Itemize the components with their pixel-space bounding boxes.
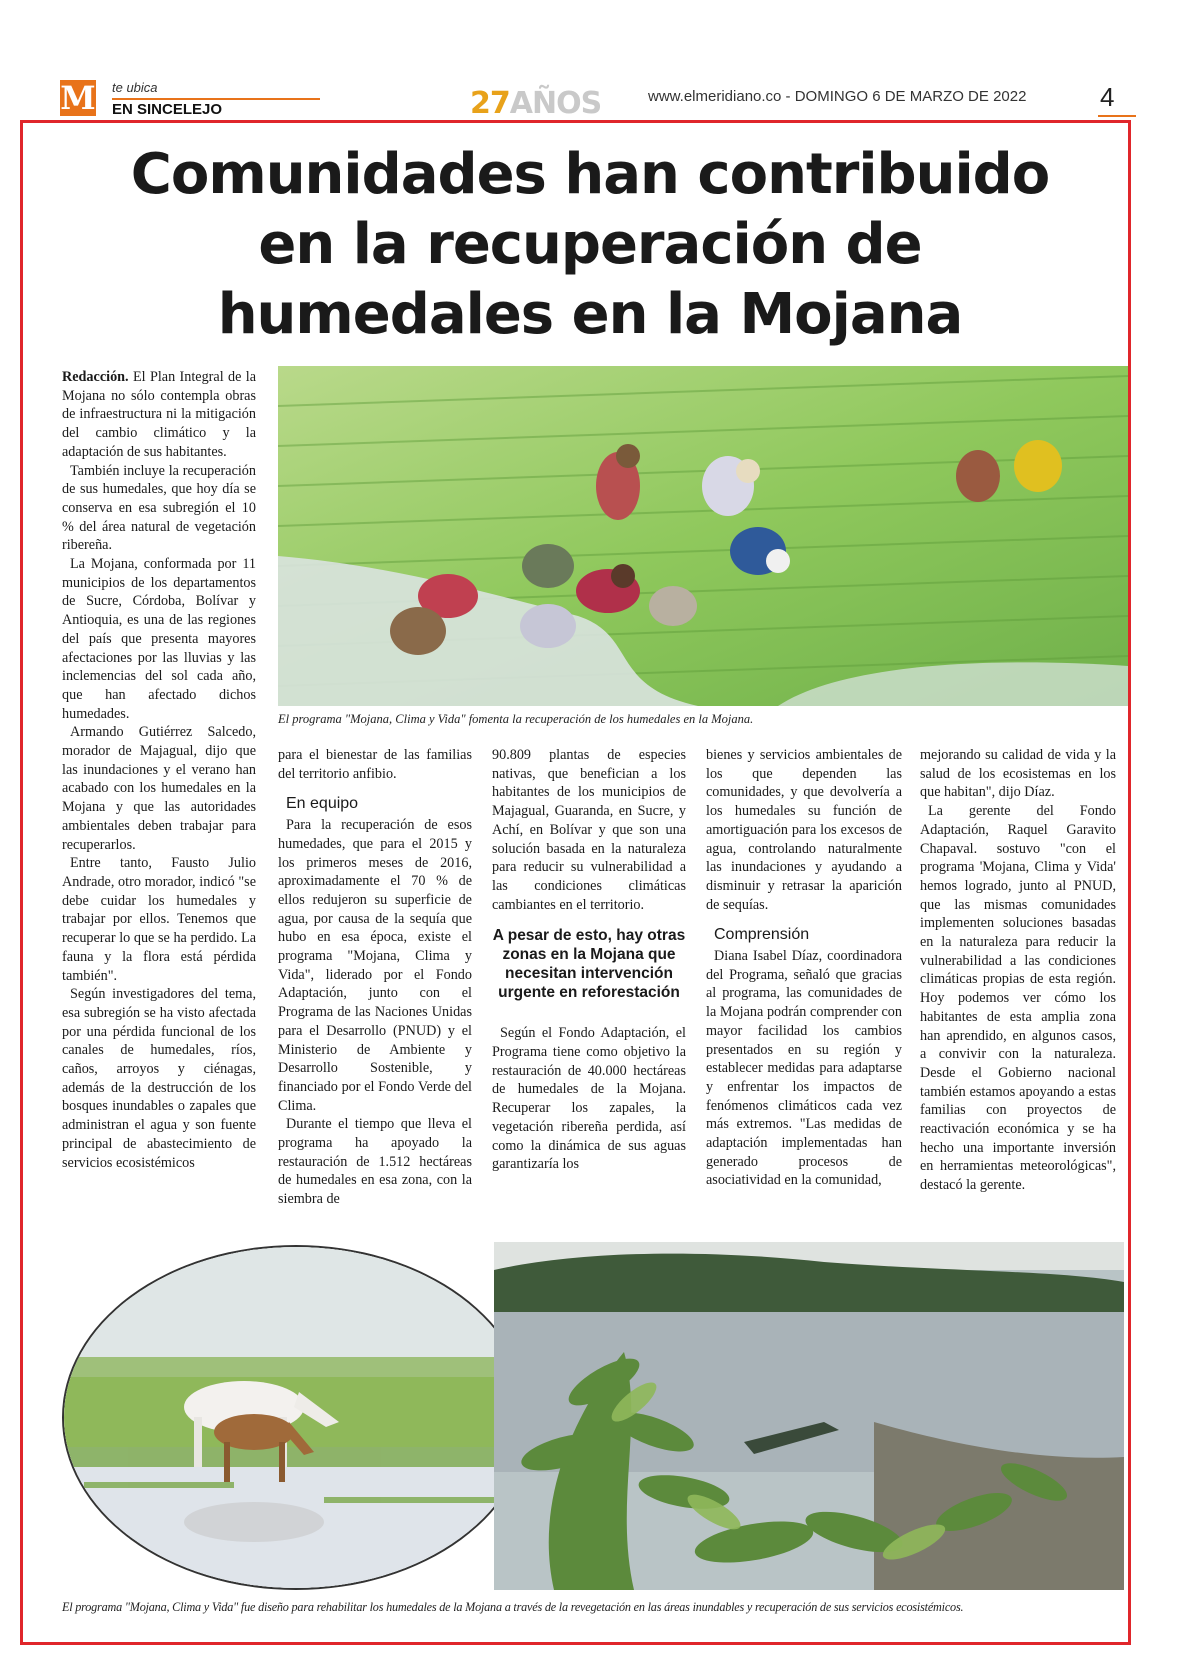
paragraph: Entre tanto, Fausto Julio Andrade, otro morador, indicó "se debe cuidar los humedales y trabajar por ellos. Tenemos que recuperar lo que se ha perdido. La fauna y la flora está pérdida también". bbox=[62, 855, 256, 984]
tagline: te ubica bbox=[112, 80, 158, 95]
paragraph: 90.809 plantas de especies nativas, que benefician a los habitantes de los municipios de Majagual, Guaranda, en Sucre, y Achí, en Bolívar y que son una solución basada en la naturaleza para reducir su vulnerabilidad a las condiciones climáticas cambiantes en el territorio. bbox=[492, 747, 686, 913]
article-column-5 bbox=[920, 746, 1116, 1195]
subheading: En equipo bbox=[286, 795, 359, 813]
paragraph: Durante el tiempo que lleva el programa ha apoyado la restauración de 1.512 hectáreas de humedales en esa zona, con la siembra de bbox=[278, 1116, 472, 1208]
paragraph: También incluye la recuperación de sus humedales, que hoy día se conserva en esa subregión el 10 % del área natural de vegetación ribereña. bbox=[62, 462, 256, 554]
paragraph: Armando Gutiérrez Salcedo, morador de Majagual, dijo que las inundaciones y el verano han acabado con los humedales en la Mojana y que las autoridades ambientales deben trabajar para recuperarlos. bbox=[62, 724, 256, 853]
paragraph: La gerente del Fondo Adaptación, Raquel Garavito Chapaval. sostuvo "con el programa 'Mojana, Clima y Vida' hemos logrado, junto al PNUD, que las mismas comunidades implementen soluciones basadas en la naturaleza para reducir la vulnerabilidad a las condiciones climáticas propias de esta región. Hoy podemos ver cómo los habitantes de esta amplia zona han aprendido, en algunos casos, a convivir con la naturaleza. Desde el Gobierno nacional también estamos apoyando a estas familias con proyectos de reactivación económica y se ha hecho una importante inversión en herramientas meteorológicas", destacó la gerente. bbox=[920, 803, 1116, 1194]
newspaper-logo: M bbox=[60, 79, 96, 117]
paragraph: bienes y servicios ambientales de los que dependen las comunidades, y que devolvería a los humedales su función de amortiguación para los excesos de agua, controlando naturalmente las inundaciones y ayudando a disminuir y retrasar la aparición de sequías. bbox=[706, 747, 902, 913]
paragraph: Diana Isabel Díaz, coordinadora del Programa, señaló que gracias al programa, las comunidades de la Mojana podrán comprender con mayor facilidad los cambios presentados en su región y establecer medidas para adaptarse y enfrentar los impactos de fenómenos climáticos cada vez más extremos. "Las medidas de adaptación implementadas han generado procesos de asociatividad en la comunidad, bbox=[706, 948, 902, 1189]
photo-horses-wetland bbox=[62, 1245, 530, 1590]
page-number: 4 bbox=[1100, 82, 1115, 112]
anniversary-number: 27 bbox=[470, 86, 510, 121]
byline: Redacción. bbox=[62, 369, 129, 385]
article-column-2 bbox=[278, 746, 472, 1209]
headline-line: Comunidades han contribuido bbox=[130, 142, 1050, 207]
masthead-rule bbox=[112, 98, 320, 100]
photo-caption-bottom: El programa "Mojana, Clima y Vida" fue diseño para rehabilitar los humedales de la Mojana a través de la revegetación en las áreas inundables y recuperación de sus servicios ecosistémicos. bbox=[62, 1600, 964, 1614]
anniversary-word: AÑOS bbox=[509, 86, 602, 121]
paragraph: La Mojana, conformada por 11 municipios de los departamentos de Sucre, Córdoba, Bolívar y Antioquia, es una de las regiones del país que presenta mayores afectaciones por las lluvias y las inclemencias del sol cada año, que han afectado dichos humedades. bbox=[62, 556, 256, 722]
paragraph-text: El Plan Integral de la Mojana no sólo contempla obras de infraestructura ni la mitigación del cambio climático y la adaptación de sus habitantes. bbox=[62, 369, 256, 460]
headline-line: en la recuperación de bbox=[258, 212, 922, 277]
photo-lake-vegetation bbox=[494, 1242, 1124, 1590]
article-column-1 bbox=[62, 368, 256, 1172]
headline bbox=[40, 140, 1140, 350]
paragraph: Según investigadores del tema, esa subregión se ha visto afectada por una pérdida funcional de los canales de humedales, ríos, caños, arroyos y ciénagas, además de la destrucción de los bosques inundables o zapales que administran el agua y son fuente principal de abastecimiento de servicios ecosistémicos bbox=[62, 986, 256, 1171]
subheading: Comprensión bbox=[714, 926, 810, 944]
article-column-4 bbox=[706, 746, 902, 1190]
article-column-3 bbox=[492, 746, 686, 1174]
paragraph bbox=[62, 368, 256, 462]
section-label: EN SINCELEJO bbox=[112, 101, 223, 118]
photo-caption-top: El programa "Mojana, Clima y Vida" fomenta la recuperación de los humedales en la Mojana. bbox=[278, 712, 754, 726]
headline-line: humedales en la Mojana bbox=[217, 282, 963, 347]
paragraph: Para la recuperación de esos humedades, que para el 2015 y los primeros meses de 2016, aproximadamente el 70 % de ellos redujeron su superficie de agua, por causa de la sequía que hubo en esa época, existe el programa "Mojana, Clima y Vida", liderado por el Fondo Adaptación, junto con el Programa de las Naciones Unidas para el Desarrollo (PNUD) y el Ministerio de Ambiente y Desarrollo Sostenible, y financiado por el Fondo Verde del Clima. bbox=[278, 817, 472, 1114]
page-number-rule bbox=[1098, 115, 1136, 117]
paragraph: mejorando su calidad de vida y la salud de los ecosistemas en los que habitan", dijo Díaz. bbox=[920, 747, 1116, 801]
paragraph: para el bienestar de las familias del territorio anfibio. bbox=[278, 747, 472, 782]
anniversary-logo bbox=[470, 86, 601, 121]
photo-rice-planters bbox=[278, 366, 1128, 706]
pull-quote: A pesar de esto, hay otras zonas en la Mojana que necesitan intervención urgente en reforestación bbox=[492, 927, 686, 1002]
dateline: www.elmeridiano.co - DOMINGO 6 DE MARZO DE 2022 bbox=[648, 88, 1027, 105]
paragraph: Según el Fondo Adaptación, el Programa tiene como objetivo la restauración de 40.000 hectáreas de humedales de la Mojana. Recuperar los zapales, la vegetación ribereña perdida, así como la dinámica de sus aguas garantizaría los bbox=[492, 1025, 686, 1173]
